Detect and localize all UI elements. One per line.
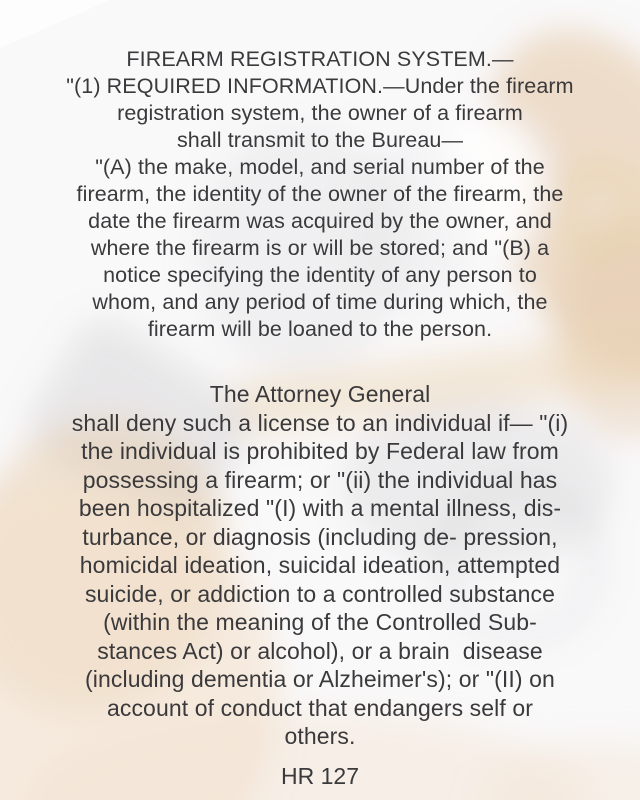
text-line: firearm, the identity of the owner of the firearm, the [76, 182, 564, 206]
registration-paragraph [0, 73, 640, 343]
text-line: "(A) the make, model, and serial number of the [95, 155, 545, 179]
text-line: The Attorney General [209, 381, 431, 407]
text-line: homicidal ideation, suicidal ideation, attempted [79, 552, 561, 578]
text-line: shall deny such a license to an individual if— "(i) [71, 409, 569, 436]
text-line: others. [284, 723, 356, 749]
text-line: suicide, or addiction to a controlled substance [84, 580, 556, 607]
text-line: registration system, the owner of a firearm [117, 101, 523, 125]
text-line: shall transmit to the Bureau— [176, 128, 464, 152]
text-line: (including dementia or Alzheimer's); or "(II) on [85, 666, 555, 692]
text-line: "(1) REQUIRED INFORMATION.—Under the firearm [66, 74, 574, 98]
section-heading: FIREARM REGISTRATION SYSTEM.— [126, 47, 514, 71]
text-line: been hospitalized "(I) with a mental illness, dis- [78, 495, 562, 521]
text-line: notice specifying the identity of any person to [103, 263, 537, 287]
text-line: possessing a firearm; or "(ii) the individual has [82, 466, 558, 493]
license-denial-section [0, 380, 640, 751]
text-line: date the firearm was acquired by the owner, and [88, 209, 552, 233]
bill-number: HR 127 [281, 762, 359, 789]
text-line: stances Act) or alcohol), or a brain disease [97, 637, 543, 664]
text-line: turbance, or diagnosis (including de- pression, [82, 523, 558, 550]
text-line: account of conduct that endangers self or [106, 694, 534, 721]
text-line: (within the meaning of the Controlled Sub- [103, 609, 537, 635]
text-line: where the firearm is or will be stored; and "(B) a [90, 236, 550, 260]
registration-section [0, 46, 640, 343]
text-line: whom, and any period of time during which, the [92, 290, 548, 314]
text-line: the individual is prohibited by Federal law from [81, 438, 559, 464]
text-line: firearm will be loaned to the person. [147, 317, 493, 341]
